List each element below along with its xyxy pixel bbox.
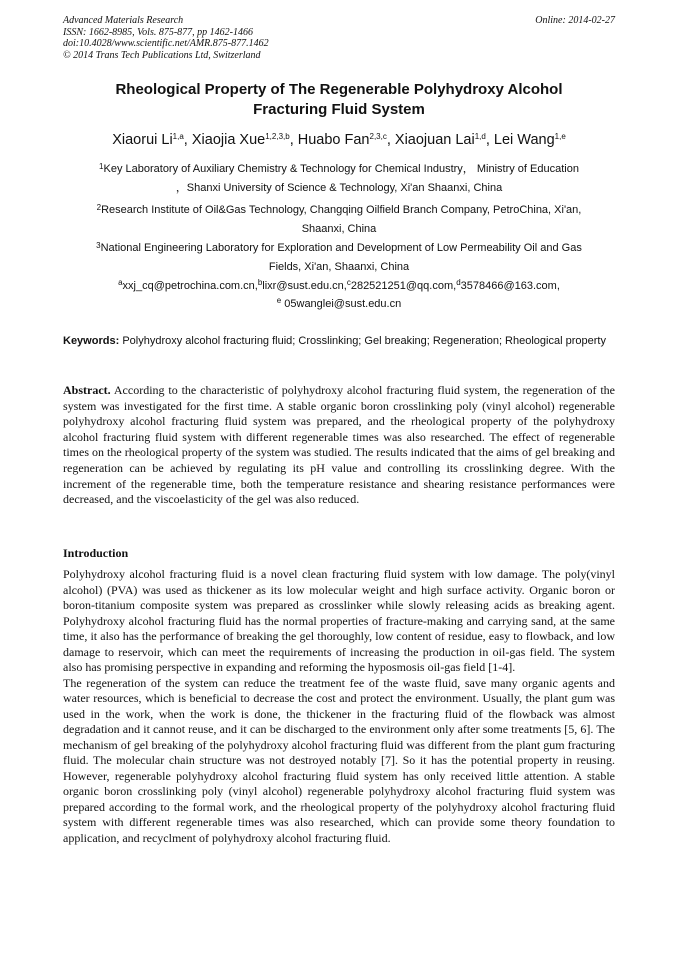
issn-line: ISSN: 1662-8985, Vols. 875-877, pp 1462-1466 <box>63 26 253 38</box>
affiliation-3 <box>63 239 615 277</box>
affiliation-line: Fields, Xi'an, Shaanxi, China <box>268 261 410 273</box>
author <box>395 132 494 148</box>
email-line-2 <box>277 298 401 310</box>
journal-header <box>63 15 615 61</box>
email-sup: c <box>346 278 351 287</box>
keywords <box>63 333 615 350</box>
email[interactable]: 3578466@163.com, <box>460 280 560 292</box>
affiliation-line: Shaanxi, China <box>301 223 377 235</box>
author <box>112 132 192 148</box>
email[interactable]: 282521251@qq.com, <box>350 280 457 292</box>
copyright-line: © 2014 Trans Tech Publications Ltd, Switzerland <box>63 49 261 61</box>
title-line-1: Rheological Property of The Regenerable Polyhydroxy Alcohol <box>115 81 563 98</box>
paragraph: Polyhydroxy alcohol fracturing fluid is a novel clean fracturing fluid system with low damage. The poly(vinyl alcohol) (PVA) was used as thickener as its low molecular weight and high surface activity. Organic boron or boron-titanium composite system was prepared as crosslinker while slowly releasing acids as breaking agent. Polyhydroxy alcohol fracturing fluid has the normal properties of fracture-making and carrying sand, at the same time, it also has the performance of breaking the gel thoroughly, low content of residue, easy to flowback, and low damage to reservoir, which can meet the requirements of increasing the production in oil-gas field. The system also has promising perspective in expanding and reforming the hyposmosis oil-gas field [1-4]. <box>63 567 615 674</box>
abstract-text: According to the characteristic of polyhydroxy alcohol fracturing fluid system, the regeneration of the system was investigated for the first time. A stable organic boron crosslinking poly (vinyl alcohol) regenerable polyhydroxy alcohol fracturing fluid system was prepared, and the rheological property of the polyhydroxy alcohol fracturing fluid system with different regenerable times was also researched. The effect of regenerable times on the rheological property of the system was studied. The results indicated that the aims of gel breaking and regeneration can be achieved by regulating its pH value and controlling its crosslinking degree. With the increment of the regenerable time, both the temperature resistance and shearing resistance performances were decreased, and the viscoelasticity of the gel was also reduced. <box>63 383 615 507</box>
online-date: Online: 2014-02-27 <box>535 15 615 26</box>
email-sup: d <box>456 278 461 287</box>
author-sup: 2,3,c <box>369 132 387 141</box>
email-line-1 <box>118 280 560 292</box>
email[interactable]: 05wanglei@sust.edu.cn <box>281 298 402 310</box>
affiliation-sup: 2 <box>96 203 102 212</box>
abstract-label: Abstract. <box>63 383 111 397</box>
author-separator: , <box>183 132 192 148</box>
author-name: Xiaojia Xue <box>191 132 266 148</box>
author-sup: 1,d <box>474 132 486 141</box>
introduction-body <box>63 567 615 846</box>
author-name: Huabo Fan <box>297 132 370 148</box>
introduction-heading: Introduction <box>63 546 129 560</box>
author-name: Xiaojuan Lai <box>394 132 475 148</box>
journal-name: Advanced Materials Research <box>63 15 184 26</box>
email-sup: e <box>276 296 282 305</box>
author-separator: , <box>289 132 298 148</box>
affiliation-1 <box>63 160 615 198</box>
abstract <box>63 383 615 508</box>
doi-line: doi:10.4028/www.scientific.net/AMR.875-877.1462 <box>63 38 269 49</box>
author-separator: , <box>485 132 494 148</box>
email-sup: b <box>257 278 263 287</box>
author-name: Lei Wang <box>493 132 555 148</box>
author-list <box>63 131 615 149</box>
email[interactable]: lixr@sust.edu.cn, <box>262 280 347 292</box>
author-sup: 1,a <box>172 132 184 141</box>
author-sup: 1,2,3,b <box>265 132 290 141</box>
author-sup: 1,e <box>554 132 566 141</box>
author-name: Xiaorui Li <box>112 132 173 148</box>
paper-title <box>63 80 615 119</box>
title-line-2: Fracturing Fluid System <box>253 100 425 118</box>
keywords-label: Keywords: <box>63 335 120 347</box>
email[interactable]: xxj_cq@petrochina.com.cn, <box>122 280 258 292</box>
affiliation-line: ，Shanxi University of Science & Technology, Xi'an Shaanxi, China <box>175 182 503 194</box>
author <box>494 132 566 148</box>
author-separator: , <box>386 132 395 148</box>
affiliation-2 <box>63 201 615 239</box>
paragraph: The regeneration of the system can reduce the treatment fee of the waste fluid, save many organic agents and water resources, which is beneficial to decrease the cost and protect the environment. Usually, the plant gum was used in the work, when the work is done, the thickener in the fracturing fluid of the flowback was almost degradation and it cannot reuse, and it can be discharged to the environment only after some treatments [5, 6]. The mechanism of gel breaking of the polyhydroxy alcohol fracturing fluid was different from the plant gum fracturing fluid. The molecular chain structure was not destroyed notably [7]. So it has the potential property in reusing. However, regenerable polyhydroxy alcohol fracturing fluid system has only received little attention. A stable organic boron crosslinking poly (vinyl alcohol) regenerable polyhydroxy alcohol fracturing fluid system was prepared according to the formal work, and the rheological property of the polyhydroxy alcohol fracturing fluid system with different regenerable times was also researched, which can provide some theory foundation to application, and recyclment of polyhydroxy alcohol fracturing fluid. <box>63 675 615 845</box>
keywords-text: Polyhydroxy alcohol fracturing fluid; Crosslinking; Gel breaking; Regeneration; Rheological property <box>122 335 606 347</box>
author <box>192 132 298 148</box>
email-sup: a <box>118 278 123 287</box>
affiliation-sup: 3 <box>96 241 101 250</box>
author <box>298 132 395 148</box>
affiliation-line: $^2$Research Institute of Oil&Gas Technology, Changqing Oilfield Branch Company, PetroChina, Xi'an, <box>96 203 582 216</box>
affiliation-line: $^3$National Engineering Laboratory for Exploration and Development of Low Permeability Oil and Gas <box>96 241 582 254</box>
affiliation-line: $^1$Key Laboratory of Auxiliary Chemistry & Technology for Chemical Industry， Ministry of Education <box>99 162 579 175</box>
email-list <box>63 277 615 313</box>
affiliation-sup: 1 <box>99 162 104 171</box>
